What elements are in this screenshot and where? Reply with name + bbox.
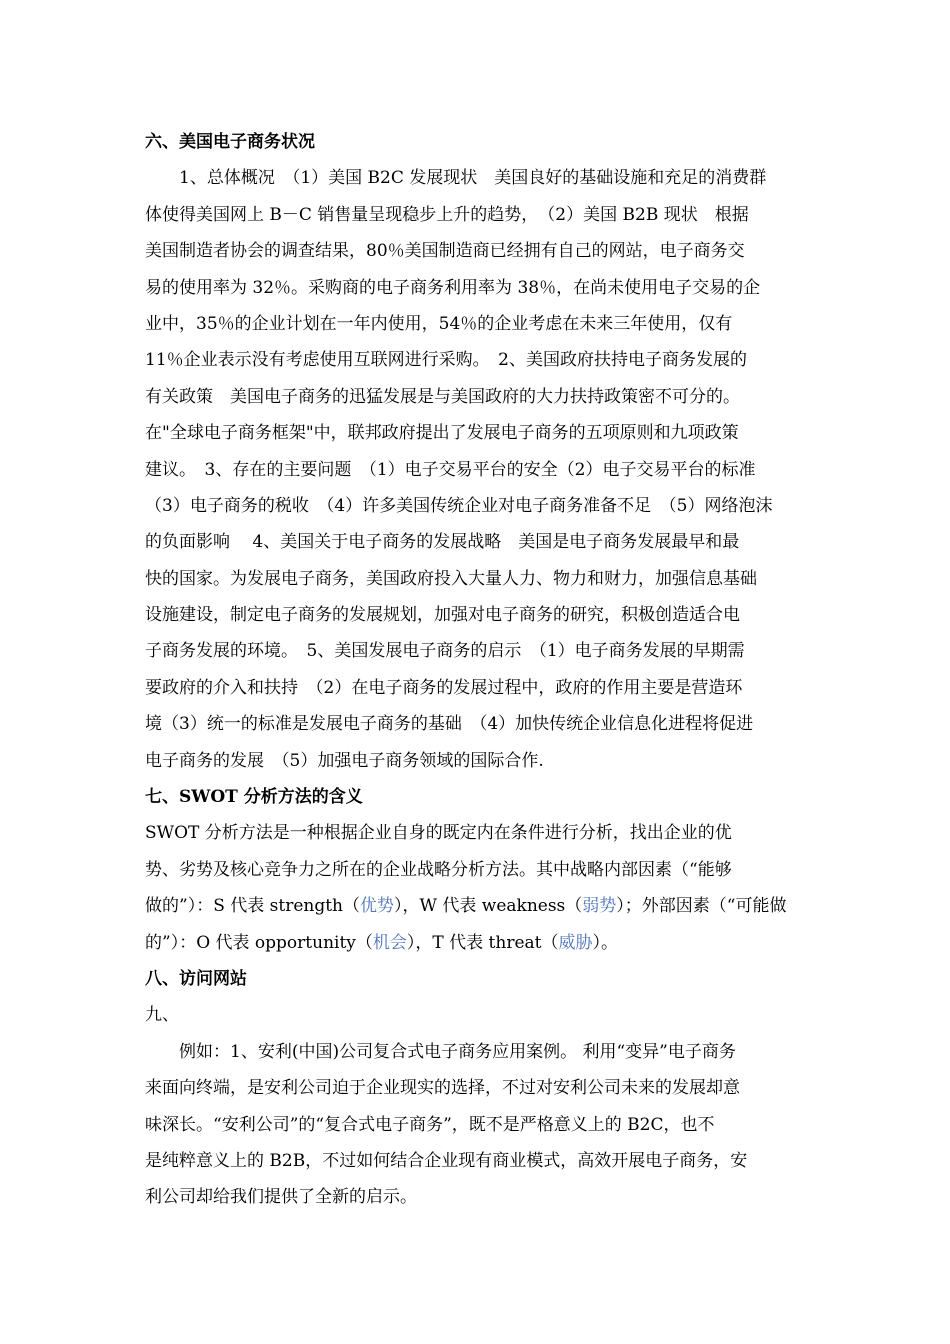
- text-line: 体使得美国网上 B－C 销售量呈现稳步上升的趋势， （2）美国 B2B 现状 根据: [145, 204, 749, 225]
- strength-link[interactable]: 优势: [360, 896, 394, 917]
- text-line: 来面向终端，是安利公司迫于企业现实的选择，不过对安利公司未来的发展却意: [145, 1078, 740, 1099]
- text-fragment: ）。: [592, 932, 618, 953]
- text-line: 业中，35％的企业计划在一年内使用，54％的企业考虑在未来三年使用，仅有: [145, 313, 733, 334]
- text-line: [145, 888, 808, 924]
- section-heading-9: 九、: [145, 1005, 179, 1026]
- text-fragment: ）；外部因素（“可能做: [616, 896, 787, 917]
- text-line: 有关政策 美国电子商务的迅猛发展是与美国政府的大力扶持政策密不可分的。: [145, 386, 740, 407]
- text-line: 电子商务的发展 （5）加强电子商务领域的国际合作.: [145, 750, 544, 771]
- threat-link[interactable]: 威胁: [558, 932, 593, 953]
- section-9-body: [145, 1034, 808, 1216]
- text-line: 子商务发展的环境。 5、美国发展电子商务的启示 （1）电子商务发展的早期需: [145, 641, 745, 662]
- text-line: 是纯粹意义上的 B2B，不过如何结合企业现有商业模式，高效开展电子商务，安: [145, 1150, 748, 1171]
- text-line: 易的使用率为 32％。采购商的电子商务利用率为 38％，在尚未使用电子交易的企: [145, 277, 761, 298]
- text-line: 例如：1、安利(中国)公司复合式电子商务应用案例。 利用“变异”电子商务: [145, 1041, 736, 1062]
- text-line: 的负面影响 4、美国关于电子商务的发展战略 美国是电子商务发展最早和最: [145, 532, 740, 553]
- text-line: 味深长。“安利公司”的“复合式电子商务”，既不是严格意义上的 B2C，也不: [145, 1114, 715, 1135]
- text-line: （3）电子商务的税收 （4）许多美国传统企业对电子商务准备不足 （5）网络泡沫: [145, 495, 773, 516]
- text-fragment: 做的”）：S 代表 strength（: [145, 896, 360, 917]
- text-line: 利公司却给我们提供了全新的启示。: [145, 1187, 417, 1208]
- text-line: SWOT 分析方法是一种根据企业自身的既定内在条件进行分析，找出企业的优: [145, 823, 732, 844]
- opportunity-link[interactable]: 机会: [372, 932, 407, 953]
- text-fragment: 的”）：O 代表 opportunity（: [145, 932, 373, 953]
- weakness-link[interactable]: 弱势: [582, 896, 617, 917]
- text-line: 要政府的介入和扶持 （2）在电子商务的发展过程中，政府的作用主要是营造环: [145, 677, 743, 698]
- text-line: 在"全球电子商务框架"中，联邦政府提出了发展电子商务的五项原则和九项政策: [145, 423, 739, 444]
- text-line: 快的国家。为发展电子商务，美国政府投入大量人力、物力和财力，加强信息基础: [145, 568, 757, 589]
- text-line: 1、总体概况 （1）美国 B2C 发展现状 美国良好的基础设施和充足的消费群: [145, 168, 767, 189]
- text-line: 境（3）统一的标准是发展电子商务的基础 （4）加快传统企业信息化进程将促进: [145, 714, 754, 735]
- text-line: 美国制造者协会的调查结果，80％美国制造商已经拥有自己的网站，电子商务交: [145, 241, 745, 262]
- text-line: [145, 925, 808, 961]
- text-fragment: ），W 代表 weakness（: [394, 896, 583, 917]
- section-heading-6: 六、美国电子商务状况: [145, 132, 315, 152]
- section-7-body: [145, 815, 808, 961]
- text-line: 建议。 3、存在的主要问题 （1）电子交易平台的安全（2）电子交易平台的标准: [145, 459, 756, 480]
- section-6-body: [145, 160, 808, 779]
- document-page: [145, 124, 808, 1216]
- text-line: 设施建设，制定电子商务的发展规划，加强对电子商务的研究，积极创造适合电: [145, 605, 740, 626]
- section-heading-8: 八、访问网站: [145, 968, 247, 989]
- text-line: 11％企业表示没有考虑使用互联网进行采购。 2、美国政府扶持电子商务发展的: [145, 350, 747, 371]
- text-fragment: ），T 代表 threat（: [406, 932, 559, 953]
- text-line: 势、劣势及核心竞争力之所在的企业战略分析方法。其中战略内部因素（“能够: [145, 859, 732, 880]
- section-heading-7: 七、SWOT 分析方法的含义: [145, 787, 363, 808]
